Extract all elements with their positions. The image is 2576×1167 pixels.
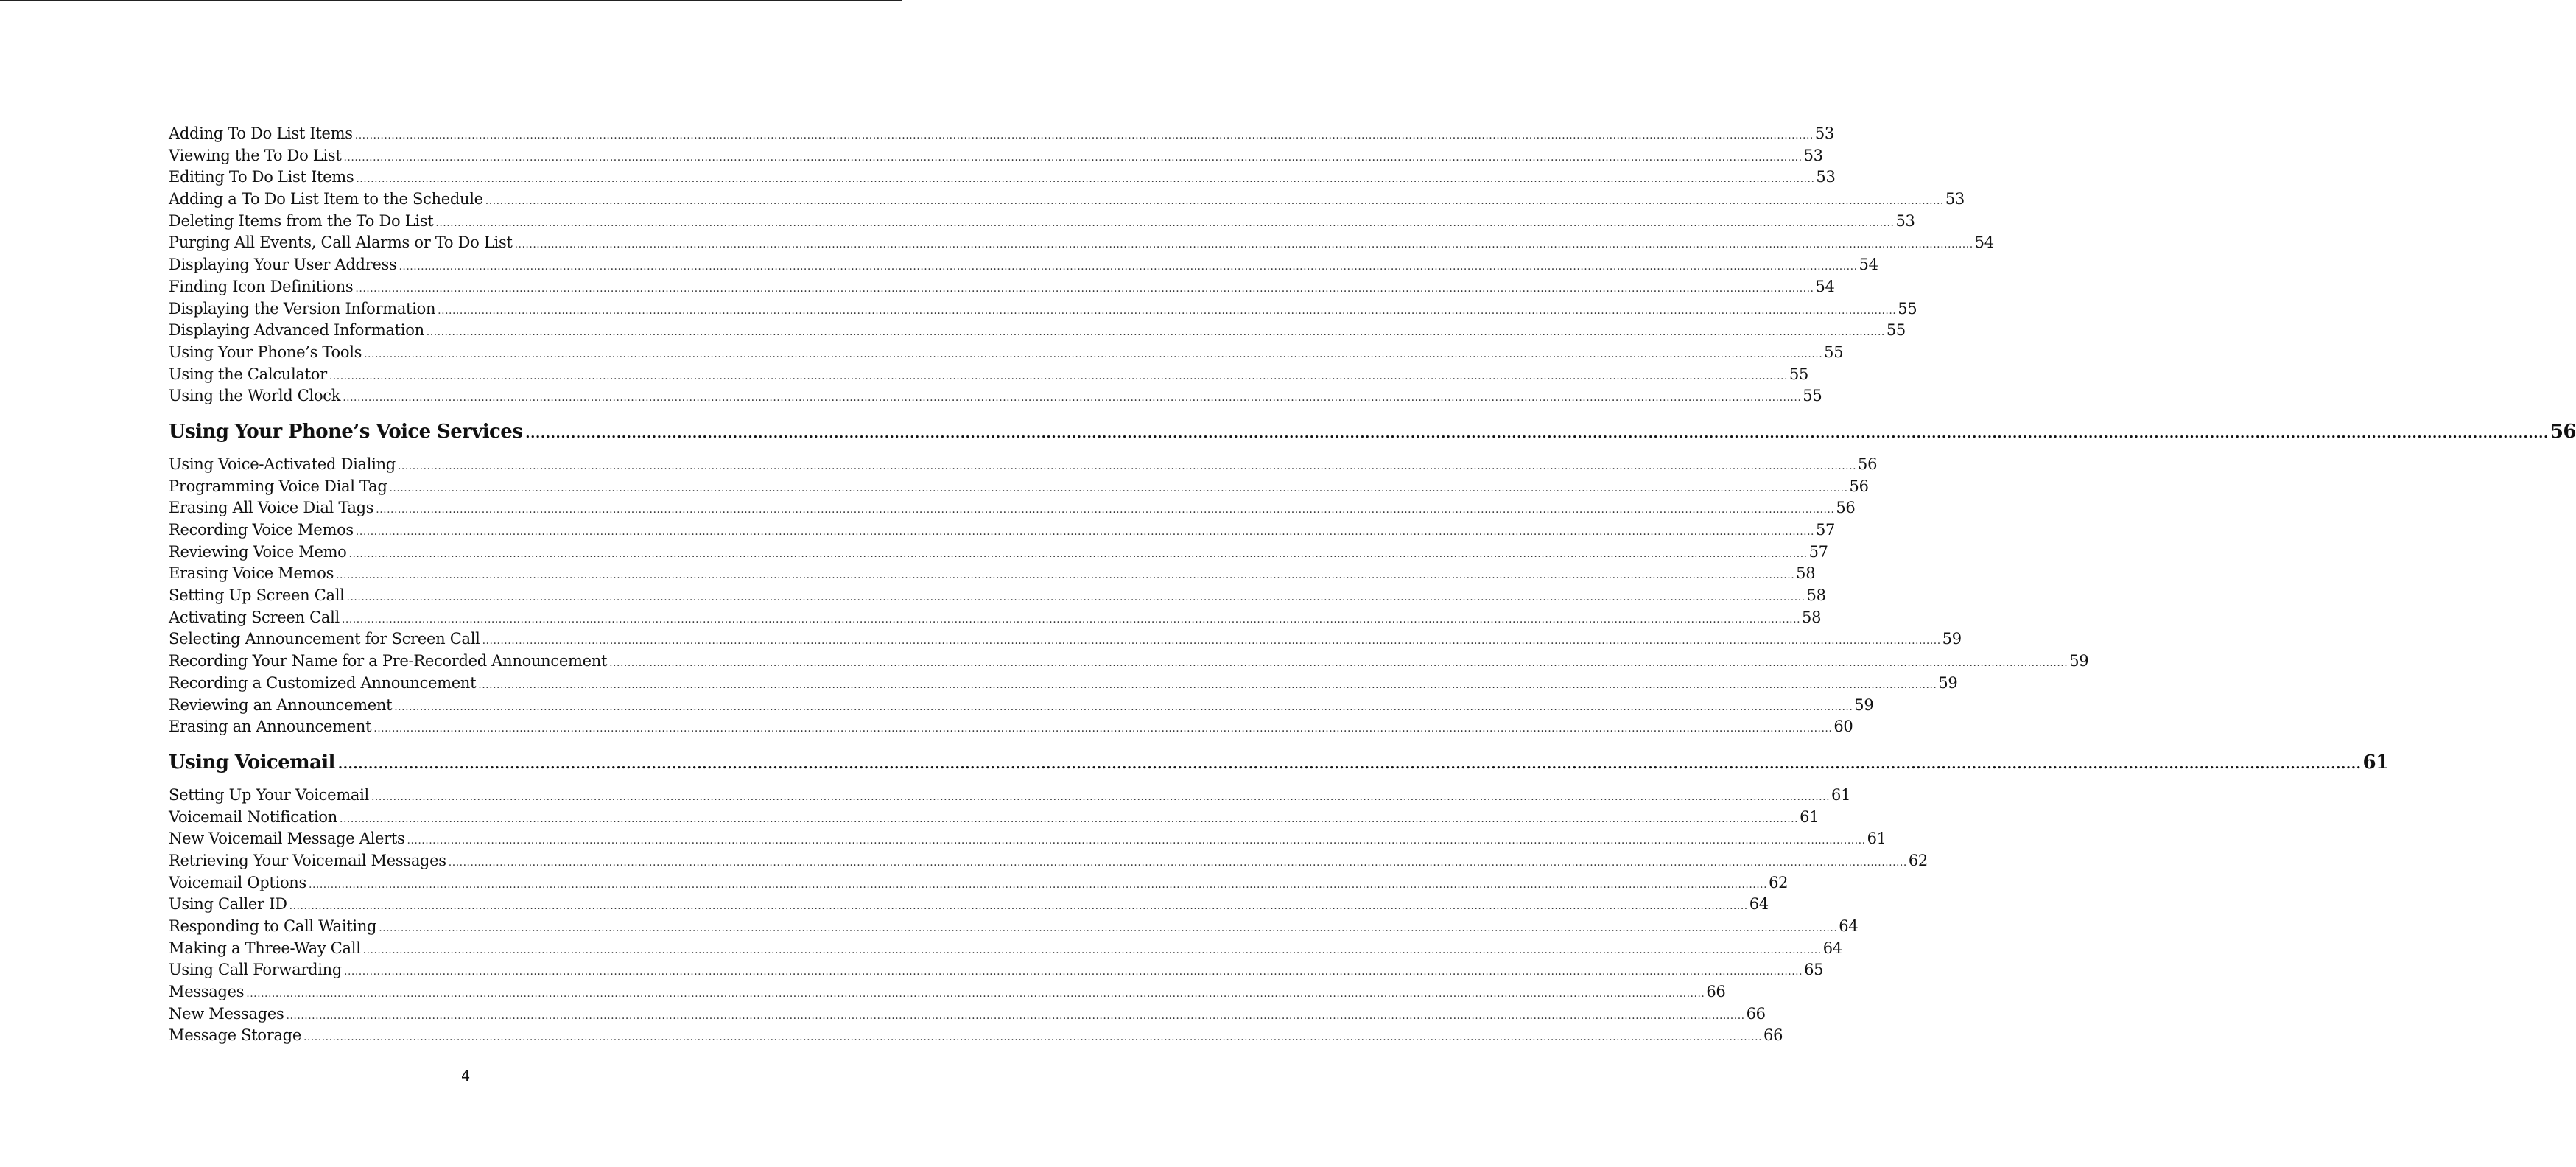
section-heading-label: Using Voicemail [169,751,335,774]
dot-leader: ................................................................................................................................................................................................................................................................................................................................................................................................................ [356,173,1815,186]
toc-entry-page: 64 [1749,895,1769,914]
dot-leader: ................................................................................................................................................................................................................................................................................................................................................................................................................ [344,966,1803,978]
toc-entry[interactable] [169,695,1874,717]
toc-entry-page: 55 [1803,387,1822,405]
toc-entry-page: 56 [1849,477,1869,495]
toc-entry[interactable] [169,785,1851,807]
toc-entry-label: Reviewing Voice Memo [169,542,347,561]
dot-leader: ................................................................................................................................................................................................................................................................................................................................................................................................................ [376,504,1835,516]
toc-entry-label: Using Voice-Activated Dialing [169,455,396,473]
toc-entry[interactable] [169,276,1835,298]
dot-leader: ................................................................................................................................................................................................................................................................................................................................................................................................................ [379,922,1838,934]
toc-entry-label: Recording Voice Memos [169,521,354,539]
toc-entry-page: 66 [1746,1004,1766,1023]
toc-entry-label: Messages [169,983,245,1001]
dot-leader: ................................................................................................................................................................................................................................................................................................................................................................................................................ [397,460,1857,472]
dot-leader: ................................................................................................................................................................................................................................................................................................................................................................................................................ [336,570,1795,582]
toc-entry-page: 53 [1803,146,1823,164]
toc-entry[interactable] [169,828,1887,850]
dot-leader: ................................................................................................................................................................................................................................................................................................................................................................................................................ [399,261,1858,273]
toc-entry-label: Editing To Do List Items [169,168,354,186]
toc-entry[interactable] [169,254,1878,276]
toc-entry-label: Erasing an Announcement [169,718,372,736]
toc-entry-page: 61 [1831,785,1851,804]
dot-leader: ................................................................................................................................................................................................................................................................................................................................................................................................................ [514,239,1973,251]
dot-leader: ................................................................................................................................................................................................................................................................................................................................................................................................................ [438,304,1897,317]
toc-entry[interactable] [169,364,1809,386]
toc-entry[interactable] [169,145,1823,167]
toc-entry-page: 53 [1816,168,1836,186]
toc-entry[interactable] [169,607,1822,629]
toc-entry-label: Recording Your Name for a Pre-Recorded Announcement [169,652,608,670]
toc-entry[interactable] [169,651,2089,673]
dot-leader: ................................................................................................................................................................................................................................................................................................................................................................................................................ [354,130,1814,141]
toc-entry-label: Displaying the Version Information [169,299,436,318]
toc-entry-label: Voicemail Notification [169,807,337,826]
toc-entry-page: 53 [1945,190,1965,208]
toc-entry-page: 59 [2069,652,2089,670]
page-number: 4 [460,1067,471,1084]
toc-entry[interactable] [169,938,1842,960]
dot-leader: ................................................................................................................................................................................................................................................................................................................................................................................................................ [303,1031,1763,1044]
dot-leader: ................................................................................................................................................................................................................................................................................................................................................................................................................ [525,425,2549,441]
toc-entry-page: 64 [1839,917,1859,935]
dot-leader: ................................................................................................................................................................................................................................................................................................................................................................................................................ [343,392,1802,404]
toc-entry-page: 57 [1816,521,1836,539]
toc-entry-label: Programming Voice Dial Tag [169,477,387,495]
toc-entry[interactable] [169,807,1819,829]
toc-entry-label: Using Caller ID [169,895,287,914]
toc-entry-page: 54 [1815,277,1835,295]
toc-entry[interactable] [169,211,1915,233]
dot-leader: ................................................................................................................................................................................................................................................................................................................................................................................................................ [362,944,1822,956]
toc-entry[interactable] [169,981,1726,1003]
toc-entry-page: 58 [1796,564,1816,583]
toc-entry-label: Adding a To Do List Item to the Schedule [169,190,483,208]
toc-entry-page: 53 [1895,211,1915,230]
toc-entry-page: 59 [1942,630,1962,648]
toc-entry[interactable] [169,872,1789,894]
toc-entry[interactable] [169,385,1822,407]
toc-entry-label: Deleting Items from the To Do List [169,211,434,230]
toc-entry-page: 62 [1908,851,1928,869]
dot-leader: ................................................................................................................................................................................................................................................................................................................................................................................................................ [448,856,1907,869]
toc-entry[interactable] [169,850,1928,872]
toc-entry[interactable] [169,320,1906,342]
toc-entry-page: 55 [1824,343,1844,361]
toc-entry[interactable] [169,123,1834,145]
section-heading-label: Using Your Phone’s Voice Services [169,420,523,443]
toc-entry-label: Erasing All Voice Dial Tags [169,499,374,517]
toc-entry[interactable] [169,628,1962,651]
toc-entry-label: Retrieving Your Voicemail Messages [169,851,446,869]
toc-entry[interactable] [169,476,1869,498]
toc-entry-label: Purging All Events, Call Alarms or To Do List [169,234,513,252]
toc-entry-page: 66 [1706,983,1726,1001]
toc-entry-label: Responding to Call Waiting [169,917,377,935]
toc-entry-label: Adding To Do List Items [169,125,353,142]
table-of-contents [169,123,2576,1047]
dot-leader: ................................................................................................................................................................................................................................................................................................................................................................................................................ [337,756,2362,772]
toc-entry-label: Using Call Forwarding [169,961,342,979]
toc-entry-label: Voicemail Options [169,873,306,891]
toc-entry-label: Message Storage [169,1026,301,1045]
section-heading[interactable] [169,410,2576,454]
dot-leader: ................................................................................................................................................................................................................................................................................................................................................................................................................ [426,326,1885,339]
toc-entry-label: Reviewing an Announcement [169,695,393,714]
toc-entry-label: Making a Three-Way Call [169,939,361,957]
toc-entry-page: 65 [1804,961,1824,979]
toc-entry-page: 54 [1859,256,1878,274]
toc-entry-label: Setting Up Your Voicemail [169,785,369,804]
toc-entry[interactable] [169,454,1878,476]
toc-entry[interactable] [169,563,1816,585]
toc-entry-label: New Voicemail Message Alerts [169,830,405,848]
toc-entry-label: Displaying Your User Address [169,256,397,274]
dot-leader: ................................................................................................................................................................................................................................................................................................................................................................................................................ [286,1009,1745,1022]
toc-entry-page: 60 [1833,718,1853,736]
toc-entry-page: 61 [1800,807,1819,826]
toc-entry[interactable] [169,1025,1783,1047]
toc-entry-page: 58 [1802,608,1822,626]
toc-entry[interactable] [169,585,1826,607]
dot-leader: ................................................................................................................................................................................................................................................................................................................................................................................................................ [478,679,1937,691]
dot-leader: ................................................................................................................................................................................................................................................................................................................................................................................................................ [435,217,1895,229]
top-border-line [0,0,902,1]
toc-entry[interactable] [169,167,1836,189]
toc-entry[interactable] [169,894,1769,916]
dot-leader: ................................................................................................................................................................................................................................................................................................................................................................................................................ [394,701,1853,713]
toc-section [169,785,1928,1047]
toc-entry-label: New Messages [169,1004,284,1023]
section-heading-page: 56 [2549,420,2576,443]
toc-entry-label: Using Your Phone’s Tools [169,343,362,361]
dot-leader: ................................................................................................................................................................................................................................................................................................................................................................................................................ [340,813,1799,825]
dot-leader: ................................................................................................................................................................................................................................................................................................................................................................................................................ [341,613,1801,625]
toc-entry-page: 56 [1858,455,1878,473]
dot-leader: ................................................................................................................................................................................................................................................................................................................................................................................................................ [289,900,1748,913]
toc-entry-label: Selecting Announcement for Screen Call [169,630,480,648]
toc-entry-label: Displaying Advanced Information [169,321,424,340]
toc-entry[interactable] [169,673,1958,695]
dot-leader: ................................................................................................................................................................................................................................................................................................................................................................................................................ [389,482,1848,494]
toc-entry-page: 56 [1836,499,1856,517]
toc-entry[interactable] [169,959,1824,981]
toc-entry-page: 58 [1806,586,1826,605]
section-heading-page: 61 [2362,751,2389,774]
toc-entry-page: 62 [1769,873,1789,891]
toc-entry-page: 53 [1814,125,1834,142]
dot-leader: ................................................................................................................................................................................................................................................................................................................................................................................................................ [371,791,1831,803]
toc-entry[interactable] [169,716,1853,738]
dot-leader: ................................................................................................................................................................................................................................................................................................................................................................................................................ [309,878,1768,891]
toc-entry[interactable] [169,298,1917,320]
toc-entry-page: 55 [1886,321,1906,340]
toc-entry[interactable] [169,189,1965,211]
dot-leader: ................................................................................................................................................................................................................................................................................................................................................................................................................ [355,526,1814,538]
dot-leader: ................................................................................................................................................................................................................................................................................................................................................................................................................ [482,635,1941,648]
dot-leader: ................................................................................................................................................................................................................................................................................................................................................................................................................ [355,282,1814,295]
toc-entry[interactable] [169,916,1859,938]
toc-entry-label: Viewing the To Do List [169,146,342,164]
toc-entry-label: Recording a Customized Announcement [169,673,477,692]
toc-entry[interactable] [169,519,1836,542]
toc-section [169,454,2089,738]
dot-leader: ................................................................................................................................................................................................................................................................................................................................................................................................................ [609,657,2068,670]
toc-entry-label: Using the World Clock [169,387,341,405]
toc-entry-page: 64 [1822,939,1842,957]
toc-entry-label: Erasing Voice Memos [169,564,334,583]
dot-leader: ................................................................................................................................................................................................................................................................................................................................................................................................................ [348,547,1808,560]
toc-entry-label: Using the Calculator [169,365,327,383]
toc-entry[interactable] [169,1003,1766,1026]
dot-leader: ................................................................................................................................................................................................................................................................................................................................................................................................................ [246,988,1705,1000]
toc-entry-label: Finding Icon Definitions [169,277,354,295]
toc-entry-page: 55 [1789,365,1809,383]
toc-entry[interactable] [169,542,1828,564]
dot-leader: ................................................................................................................................................................................................................................................................................................................................................................................................................ [364,348,1823,360]
toc-entry-label: Setting Up Screen Call [169,586,345,605]
toc-entry[interactable] [169,232,1994,254]
dot-leader: ................................................................................................................................................................................................................................................................................................................................................................................................................ [343,151,1803,164]
toc-entry-page: 61 [1867,830,1887,848]
toc-entry-page: 54 [1974,234,1994,252]
dot-leader: ................................................................................................................................................................................................................................................................................................................................................................................................................ [485,195,1944,208]
toc-entry[interactable] [169,497,1856,519]
toc-section [169,123,1994,407]
dot-leader: ................................................................................................................................................................................................................................................................................................................................................................................................................ [329,370,1788,382]
toc-entry-page: 59 [1854,695,1874,714]
dot-leader: ................................................................................................................................................................................................................................................................................................................................................................................................................ [407,835,1866,847]
toc-entry-label: Activating Screen Call [169,608,340,626]
section-heading[interactable] [169,740,2389,785]
dot-leader: ................................................................................................................................................................................................................................................................................................................................................................................................................ [373,723,1833,735]
toc-entry[interactable] [169,342,1844,364]
dot-leader: ................................................................................................................................................................................................................................................................................................................................................................................................................ [346,592,1805,604]
toc-entry-page: 55 [1898,299,1917,318]
toc-entry-page: 66 [1763,1026,1783,1045]
toc-entry-page: 57 [1808,542,1828,561]
toc-entry-page: 59 [1938,673,1958,692]
